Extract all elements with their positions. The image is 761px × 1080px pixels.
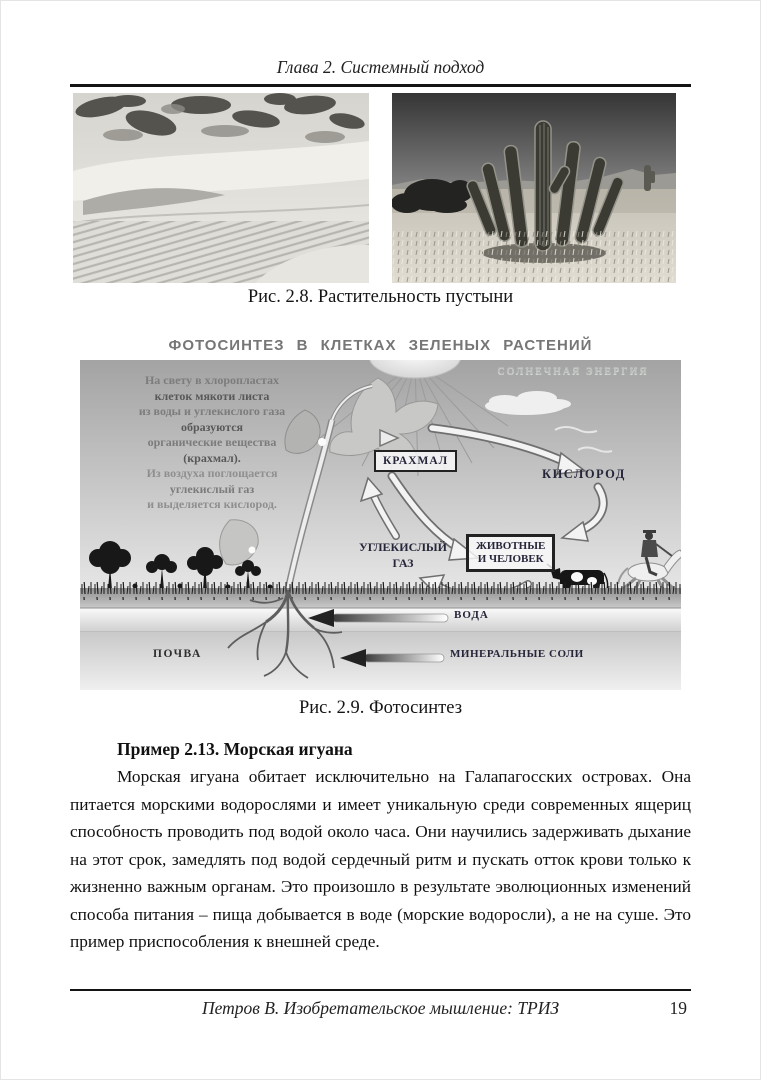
text-line: органические вещества: [147, 435, 277, 449]
text-line: клеток мякоти листа: [154, 388, 270, 403]
animals-label-line2: И ЧЕЛОВЕК: [477, 553, 544, 565]
cactus-art: [392, 93, 676, 283]
animals-and-human-label: [466, 534, 555, 572]
co2-label-line2: ГАЗ: [392, 556, 414, 570]
text-line: и выделяется кислород.: [147, 497, 277, 511]
book-footer: Петров В. Изобретательское мышление: ТРИЗ: [201, 998, 560, 1018]
header-rule: [70, 84, 691, 87]
diagram-title: ФОТОСИНТЕЗ В КЛЕТКАХ ЗЕЛЕНЫХ РАСТЕНИЙ: [80, 331, 681, 360]
text-line: углекислый газ: [169, 481, 255, 496]
photosynthesis-diagram: [80, 331, 681, 690]
text-line: (крахмал).: [183, 450, 241, 465]
water-label: ВОДА: [454, 609, 489, 621]
starch-label: КРАХМАЛ: [374, 450, 457, 472]
example-heading: Пример 2.13. Морская игуана: [117, 739, 353, 759]
desert-dunes-photo: [73, 93, 369, 283]
text-line: образуются: [180, 419, 244, 434]
diagram-canvas: [80, 360, 681, 690]
animals-label-line1: ЖИВОТНЫЕ: [476, 540, 546, 552]
carbon-dioxide-label: [348, 539, 458, 571]
text-line: из воды и углекислого газа: [138, 404, 286, 418]
cactus-photo: [392, 93, 676, 283]
text-line: Из воздуха поглощается: [146, 466, 278, 480]
chapter-header: Глава 2. Системный подход: [276, 57, 485, 77]
text-line: На свету в хлоропластах: [144, 373, 280, 387]
footer-rule: [70, 989, 691, 991]
desert-dunes-art: [73, 93, 369, 283]
page-number: 19: [669, 998, 687, 1018]
soil-label: ПОЧВА: [153, 648, 202, 660]
example-body-text: Морская игуана обитает исключительно на Галапагосских островах. Она питается морскими водорослями и имеет уникальную среди современных ящериц способность проводить под водой около часа. Они научились задерживать дыхание на этот срок, замедлять под водой сердечный ритм и пускать отток крови только к жизненно важным органам. Это произошло в результате эволюционных изменений способа питания – пища добывается в воде (морские водоросли), а не на суше. Это пример приспособления к внешней среде.: [70, 767, 691, 951]
figure-2-8-caption: Рис. 2.8. Растительность пустыни: [247, 287, 514, 307]
mineral-salts-label: МИНЕРАЛЬНЫЕ СОЛИ: [450, 648, 584, 660]
figure-2-9-caption: Рис. 2.9. Фотосинтез: [298, 698, 463, 718]
oxygen-label: КИСЛОРОД: [542, 467, 626, 481]
photosynthesis-text-block: [86, 373, 338, 513]
co2-label-line1: УГЛЕКИСЛЫЙ: [358, 540, 448, 554]
solar-energy-label: СОЛНЕЧНАЯ ЭНЕРГИЯ: [497, 366, 649, 377]
